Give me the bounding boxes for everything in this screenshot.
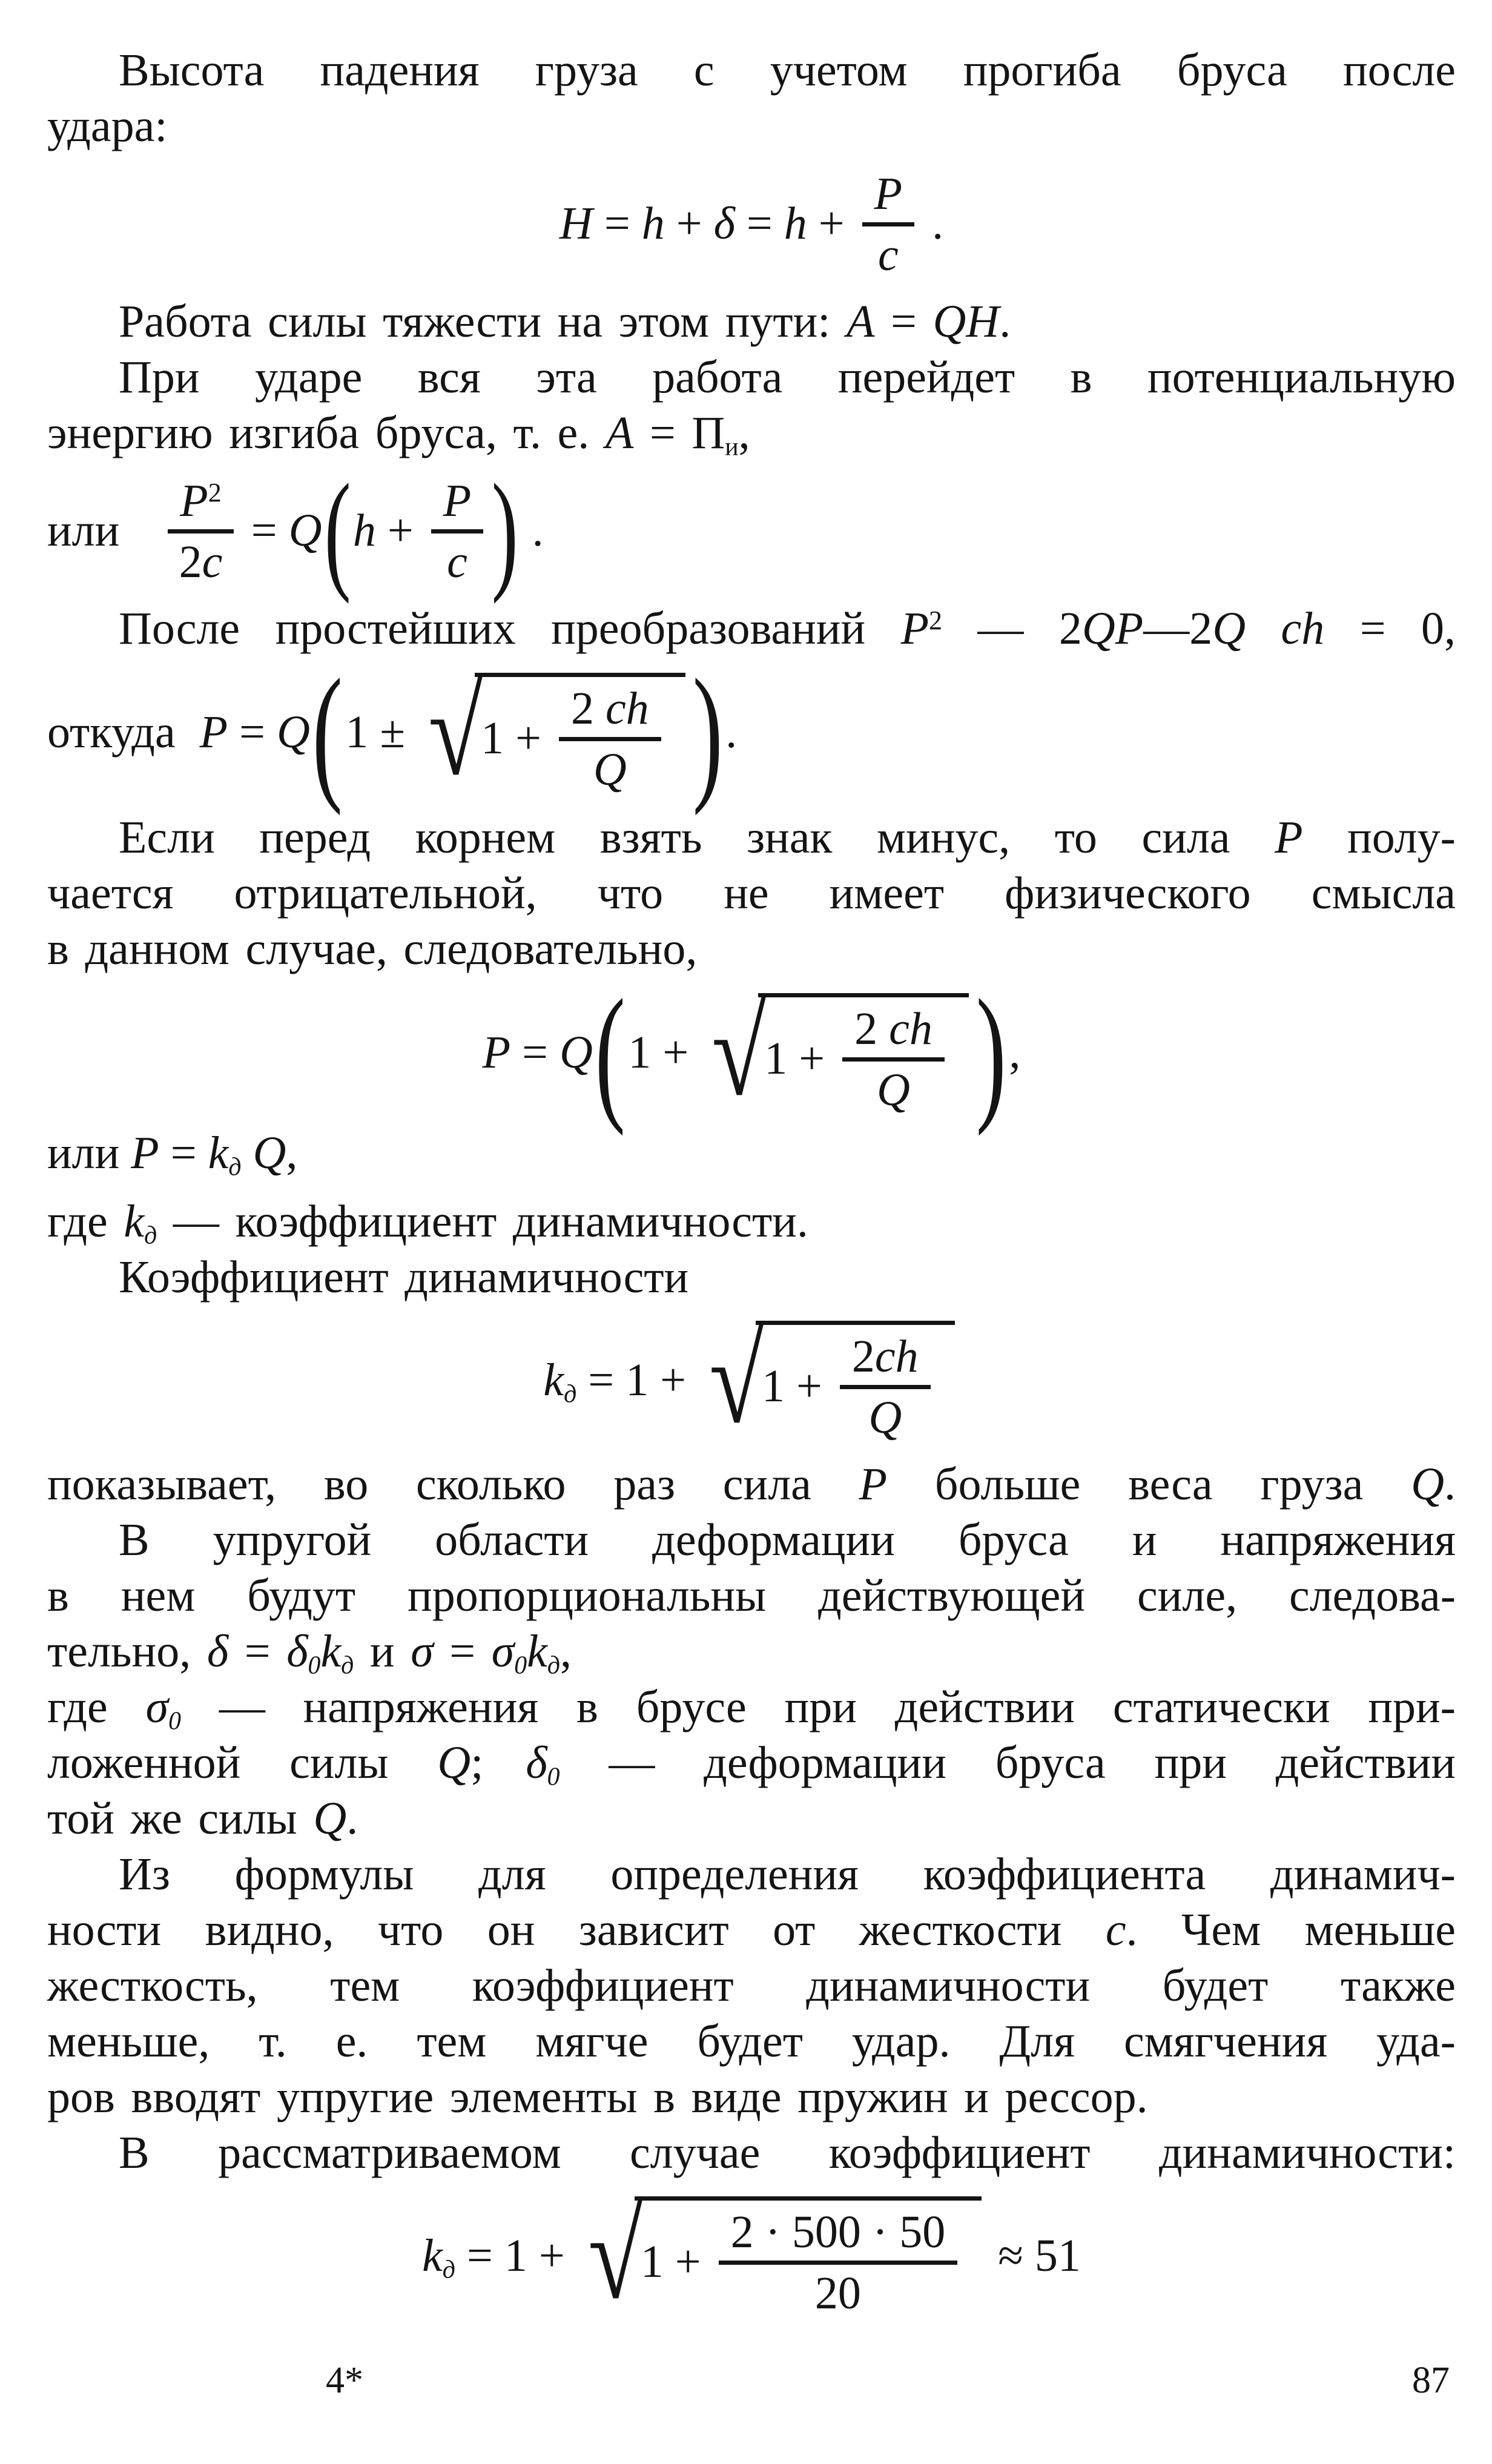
paragraph <box>47 601 1456 656</box>
text-line <box>47 810 1456 865</box>
text-run: или <box>47 1128 131 1179</box>
spacer <box>119 530 162 531</box>
text-run: — коэффициент динамичности. <box>157 1196 808 1247</box>
spacer <box>483 1777 526 1778</box>
text-line <box>47 1846 1456 1902</box>
paragraph <box>47 1194 1456 1249</box>
denominator <box>168 533 233 585</box>
text-run: 2 <box>854 1003 890 1054</box>
math-var: ch <box>889 1003 933 1054</box>
text-run: При ударе вся эта работа перейдет в потенциальную <box>119 352 1456 403</box>
paragraph <box>47 1456 1456 1512</box>
text-run: — 2 <box>942 603 1082 654</box>
formula-row <box>560 170 943 278</box>
formula-row <box>47 1128 298 1181</box>
text-run: 2 <box>851 1331 875 1382</box>
text-run: ров вводят упругие элементы в виде пружин и рессор. <box>47 2072 1148 2123</box>
radical-sign-icon: √ <box>428 663 483 801</box>
text-line <box>47 2069 1456 2125</box>
formula-row <box>47 649 738 816</box>
text-run: 2 <box>179 537 202 587</box>
math-var: c <box>877 230 899 280</box>
text-run: полу- <box>1302 811 1456 863</box>
radicand <box>475 673 685 796</box>
text-run: той же силы <box>47 1793 314 1845</box>
math-var: Q <box>276 707 310 758</box>
text-run: В упругой области деформации бруса и напряжения <box>119 1514 1456 1566</box>
subscript: д <box>144 1221 157 1250</box>
math-var: c <box>1105 1904 1126 1956</box>
text-line <box>47 1249 1456 1305</box>
denominator <box>559 741 661 796</box>
text-line <box>47 2125 1456 2181</box>
denominator <box>842 1062 945 1113</box>
radicand <box>756 1321 955 1444</box>
math-var: c <box>202 537 223 587</box>
math-var: Q <box>241 1128 286 1179</box>
text-run: Коэффициент динамичности <box>119 1252 689 1303</box>
paragraph <box>47 294 1456 349</box>
text-run: 1 ± <box>345 707 417 758</box>
symbol-base: δ <box>526 1737 547 1789</box>
paragraph <box>47 1679 1456 1846</box>
denominator <box>719 2265 958 2319</box>
numerator <box>840 1332 931 1389</box>
subscript: д <box>547 1651 561 1680</box>
math-var: P <box>859 1459 888 1510</box>
subscript: 0 <box>514 1651 527 1680</box>
text-run: меньше, т. е. тем мягче будет удар. Для смягчения уда- <box>47 2016 1456 2067</box>
math-fraction <box>840 1331 931 1444</box>
math-fraction <box>842 1005 945 1113</box>
formula-row <box>482 968 1021 1137</box>
formula-block <box>47 968 1456 1137</box>
text-line <box>47 1791 1456 1846</box>
superscript: 2 <box>929 605 943 635</box>
math-fraction <box>168 477 233 585</box>
symbol-base: δ <box>286 1626 308 1677</box>
open-paren-icon: ( <box>312 649 343 816</box>
math-var: Q <box>288 504 322 556</box>
math-var: Q <box>559 1027 593 1078</box>
text-run: . <box>920 197 944 249</box>
text-run: = <box>592 197 642 249</box>
text-line <box>47 294 1456 349</box>
text-run: 1 + <box>481 712 553 764</box>
numerator <box>842 1005 945 1062</box>
subscripted-symbol <box>208 1128 242 1181</box>
math-var: A <box>847 296 875 347</box>
formula-block <box>47 1128 1456 1181</box>
symbol-base: σ <box>491 1626 515 1677</box>
close-paren-icon: ) <box>976 968 1007 1137</box>
math-fraction <box>719 2207 958 2319</box>
numerator <box>431 477 483 533</box>
text-line <box>47 1958 1456 2013</box>
page-footer <box>47 2359 1450 2402</box>
text-run: ложенной силы <box>47 1737 438 1789</box>
subscripted-symbol <box>491 1626 527 1680</box>
math-var: Q <box>313 1793 347 1845</box>
symbol-base: П <box>692 408 725 458</box>
subscripted-symbol <box>422 2230 455 2284</box>
text-run: больше веса груза <box>887 1459 1411 1510</box>
sqrt-radical <box>421 663 685 801</box>
text-run: . Чем меньше <box>1126 1904 1456 1956</box>
text-run: в данном случае, следовательно, <box>47 923 698 974</box>
text-line <box>47 1512 1456 1568</box>
text-run: ности видно, что он зависит от жесткости <box>47 1904 1106 1956</box>
text-run: = <box>734 197 784 249</box>
numerator <box>168 477 233 533</box>
formula-block <box>47 457 1456 605</box>
text-line <box>47 1456 1456 1512</box>
subscripted-symbol <box>124 1196 157 1250</box>
text-line <box>47 601 1456 656</box>
formula-block <box>47 170 1456 278</box>
close-paren-icon: ) <box>491 457 518 605</box>
formula-block <box>47 1311 1456 1449</box>
math-var: Q <box>877 1064 910 1115</box>
numerator <box>559 684 661 741</box>
text-line <box>47 1902 1456 1958</box>
text-run: . <box>999 296 1011 347</box>
symbol-base: k <box>543 1355 564 1406</box>
text-line <box>47 921 1456 977</box>
math-var: P <box>180 475 208 526</box>
symbol-base: k <box>422 2230 443 2282</box>
symbol-base: k <box>124 1196 145 1247</box>
page-content <box>47 42 1456 2325</box>
text-run: — напряжения в брусе при действии статически при- <box>181 1682 1456 1733</box>
radical-sign-icon: √ <box>711 983 767 1121</box>
formula-row <box>543 1311 959 1449</box>
denominator <box>431 533 483 585</box>
text-run: , <box>738 408 750 458</box>
radical-sign-icon: √ <box>709 1311 764 1449</box>
text-run: где <box>47 1682 146 1733</box>
text-run: ; <box>470 1737 484 1789</box>
text-line <box>47 1679 1456 1735</box>
text-run: = 1 + <box>455 2230 576 2282</box>
symbol-base: k <box>320 1626 342 1677</box>
text-run: показывает, во сколько раз сила <box>47 1459 859 1510</box>
text-line <box>47 2013 1456 2069</box>
text-run: . <box>1444 1459 1456 1510</box>
subscripted-symbol <box>692 408 739 461</box>
paragraph <box>47 810 1456 977</box>
symbol-base: k <box>208 1128 229 1179</box>
text-run: = <box>159 1128 208 1179</box>
text-run: + <box>664 197 714 249</box>
text-line <box>47 1194 1456 1249</box>
symbol-base: σ <box>145 1682 169 1733</box>
text-run: откуда <box>47 707 176 758</box>
paragraph <box>47 1249 1456 1305</box>
text-line <box>47 1735 1456 1791</box>
subscript: д <box>442 2256 455 2284</box>
open-paren-icon: ( <box>324 457 351 605</box>
subscript: 0 <box>547 1763 560 1791</box>
formula-block <box>47 2187 1456 2325</box>
numerator <box>862 170 914 226</box>
text-run: 1 + <box>628 1027 701 1078</box>
math-var: P <box>443 475 472 526</box>
math-var: Q <box>1411 1459 1445 1510</box>
text-run: тельно, <box>47 1626 207 1677</box>
page-number: 87 <box>1412 2360 1450 2401</box>
text-run: = <box>228 707 277 758</box>
subscripted-symbol <box>526 1737 560 1791</box>
text-run: , <box>1009 1027 1021 1078</box>
math-var: ch <box>874 1331 919 1382</box>
text-run: = <box>510 1027 560 1078</box>
text-run: в нем будут пропорциональны действующей силе, следова- <box>47 1570 1456 1622</box>
paragraph <box>47 42 1456 154</box>
subscripted-symbol <box>320 1626 354 1680</box>
math-var: δ <box>206 1626 229 1677</box>
text-line <box>47 865 1456 921</box>
math-var: P <box>1275 811 1303 863</box>
text-line <box>47 1568 1456 1623</box>
formula-block <box>47 649 1456 816</box>
math-var: h <box>641 197 665 249</box>
paragraph <box>47 349 1456 461</box>
text-run: или <box>47 504 120 556</box>
text-line <box>47 42 1456 98</box>
close-paren-icon: ) <box>692 649 723 816</box>
text-run: , <box>286 1128 298 1179</box>
text-run: Высота падения груза с учетом прогиба бруса после <box>119 45 1456 96</box>
open-paren-icon: ( <box>595 968 626 1137</box>
text-run: + <box>375 504 425 556</box>
math-var: A <box>605 408 634 458</box>
subscript: д <box>564 1380 577 1409</box>
subscripted-symbol <box>527 1626 561 1680</box>
subscript: д <box>341 1651 354 1680</box>
math-fraction <box>431 477 483 585</box>
subscripted-symbol <box>286 1626 321 1680</box>
text-run: Из формулы для определения коэффициента динамич- <box>119 1849 1456 1900</box>
denominator <box>862 226 914 278</box>
signature-mark: 4* <box>326 2360 363 2401</box>
text-run: 2 <box>570 683 606 735</box>
text-run: = <box>228 1626 287 1677</box>
radical-sign-icon: √ <box>587 2187 643 2325</box>
text-run: После простейших преобразований <box>119 603 901 654</box>
math-var: H <box>559 197 593 249</box>
math-var: P <box>199 707 228 758</box>
text-run: . <box>520 504 544 556</box>
formula-row <box>422 2187 1081 2325</box>
math-var: h <box>352 504 376 556</box>
text-run: 2 · 500 · 50 <box>730 2207 946 2258</box>
sqrt-radical <box>702 1311 955 1449</box>
denominator <box>840 1389 931 1444</box>
formula-row <box>47 457 544 605</box>
math-var: P <box>874 168 903 219</box>
text-run: ≈ 51 <box>986 2230 1081 2282</box>
sqrt-radical <box>581 2187 982 2325</box>
text-run: 1 + <box>764 1032 837 1084</box>
math-var: Q <box>437 1737 471 1789</box>
radicand <box>758 993 969 1113</box>
text-run: — деформации бруса при действии <box>560 1737 1456 1789</box>
text-run: + <box>807 197 856 249</box>
text-run: Работа силы тяжести на этом пути: <box>119 296 847 347</box>
text-run: где <box>47 1196 124 1247</box>
math-var: Q ch <box>1212 603 1325 654</box>
math-fraction <box>862 170 914 278</box>
math-var: P <box>900 603 929 654</box>
text-run: жесткость, тем коэффициент динамичности будет также <box>47 1960 1456 2012</box>
math-var: ch <box>605 683 649 735</box>
math-var: P <box>482 1027 511 1078</box>
text-line <box>47 98 1456 154</box>
text-run: 1 + <box>640 2236 713 2287</box>
text-run: 20 <box>814 2268 861 2319</box>
sqrt-radical <box>705 983 969 1121</box>
math-var: Q <box>868 1392 902 1444</box>
subscripted-symbol <box>543 1355 577 1409</box>
text-run: , <box>560 1626 572 1677</box>
text-run: = <box>633 408 692 458</box>
text-run: —2 <box>1143 603 1213 654</box>
math-var: σ <box>411 1626 434 1677</box>
text-run: чается отрицательной, что не имеет физического смысла <box>47 867 1456 919</box>
paragraph <box>47 1512 1456 1679</box>
text-run: = 0, <box>1324 603 1456 654</box>
subscript: д <box>228 1153 242 1181</box>
subscripted-symbol <box>145 1682 181 1736</box>
text-run: В рассматриваемом случае коэффициент динамичности: <box>119 2127 1456 2179</box>
text-run: и <box>354 1626 411 1677</box>
text-run: . <box>346 1793 358 1845</box>
text-run: = <box>874 296 933 347</box>
paragraph <box>47 2125 1456 2181</box>
text-run: = <box>433 1626 492 1677</box>
text-run: . <box>725 707 738 758</box>
math-var: QP <box>1081 603 1144 654</box>
math-var: c <box>447 537 467 587</box>
math-var: h <box>784 197 807 249</box>
text-line <box>47 405 1456 461</box>
math-var: δ <box>713 197 735 249</box>
text-run: = <box>239 504 289 556</box>
text-run: Если перед корнем взять знак минус, то сила <box>119 811 1275 863</box>
text-run: удара: <box>47 101 168 151</box>
math-var: Q <box>593 744 627 796</box>
subscript: 0 <box>308 1651 321 1680</box>
paragraph <box>47 1846 1456 2125</box>
numerator <box>719 2208 958 2265</box>
text-line <box>47 1623 1456 1679</box>
text-run: = 1 + <box>576 1355 698 1406</box>
subscript: и <box>725 433 739 461</box>
math-var: QH <box>933 296 1000 347</box>
text-line <box>47 349 1456 405</box>
superscript: 2 <box>208 477 222 507</box>
math-var: P <box>131 1128 159 1179</box>
subscript: 0 <box>168 1707 181 1736</box>
text-run: 1 + <box>762 1360 834 1412</box>
math-fraction <box>559 683 661 796</box>
radicand <box>635 2196 982 2319</box>
text-run: энергию изгиба бруса, т. е. <box>47 408 606 458</box>
symbol-base: k <box>527 1626 547 1677</box>
